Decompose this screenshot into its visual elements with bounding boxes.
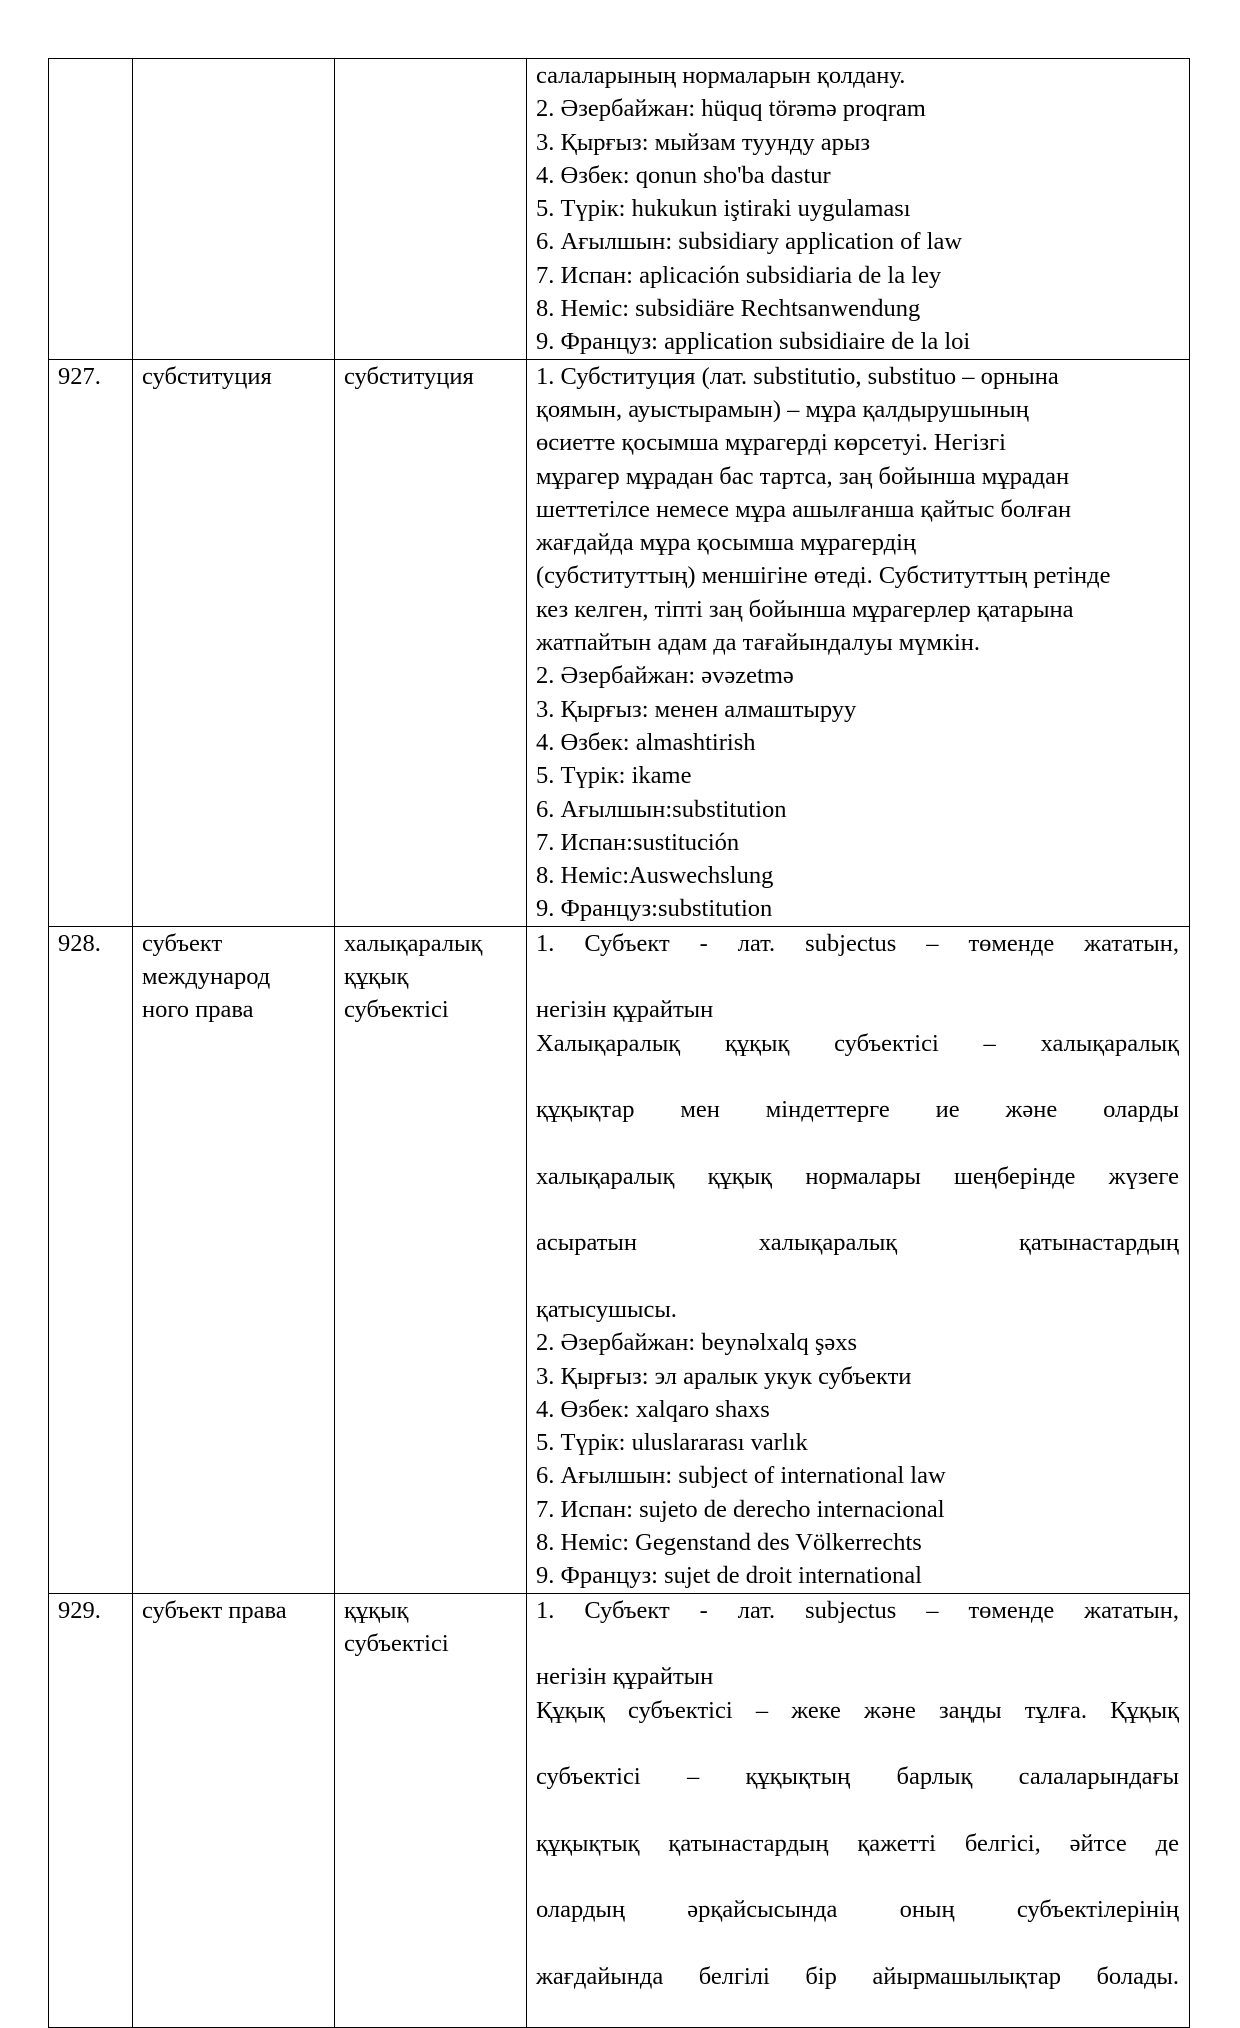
russian-term-line: субституция <box>142 362 272 390</box>
definition-line: 5. Түрік: hukukun iştiraki uygulaması <box>536 195 911 223</box>
russian-term-cell <box>133 359 335 926</box>
definition-line: халықаралық құқық нормалары шеңберінде жүзеге <box>536 1162 1179 1190</box>
russian-term-line: ного права <box>142 996 254 1024</box>
russian-term-line: международ <box>142 963 271 991</box>
definition-line: 6. Ағылшын:substitution <box>536 795 787 823</box>
entry-number-cell <box>49 59 133 360</box>
dictionary-table <box>48 58 1190 2028</box>
kazakh-term-line: субституция <box>344 362 474 390</box>
kazakh-term-line: халықаралық <box>344 929 483 957</box>
definition-line: асыратын халықаралық қатынастардың <box>536 1229 1179 1257</box>
definition-line: 3. Қырғыз: менен алмаштыруу <box>536 695 857 723</box>
kazakh-term-cell <box>335 359 527 926</box>
kazakh-term-line: субъектісі <box>344 1629 449 1657</box>
definition-line: 1. Субъект - лат. subjectus – төменде жататын, <box>536 929 1179 957</box>
entry-row <box>49 1593 1190 2027</box>
russian-term-line: субъект права <box>142 1596 287 1624</box>
definition-line: кез келген, тіпті заң бойынша мұрагерлер қатарына <box>536 595 1074 623</box>
definition-line: қоямын, ауыстырамын) – мұра қалдырушының <box>536 395 1029 423</box>
definition-cell <box>527 59 1190 360</box>
definition-line: 7. Испан: aplicación subsidiaria de la ley <box>536 261 942 289</box>
definition-line: салаларының нормаларын қолдану. <box>536 62 906 89</box>
entry-row <box>49 359 1190 926</box>
definition-line: құқықтар мен міндеттерге ие және оларды <box>536 1096 1179 1124</box>
entry-row <box>49 926 1190 1593</box>
dictionary-body <box>49 59 1190 2028</box>
entry-row <box>49 59 1190 360</box>
definition-line: 8. Неміс: subsidiäre Rechtsanwendung <box>536 295 921 323</box>
russian-term-cell <box>133 926 335 1593</box>
definition-line: құқықтық қатынастардың қажетті белгісі, әйтсе де <box>536 1829 1179 1857</box>
definition-line: негізін құрайтын <box>536 1663 714 1691</box>
definition-line: 2. Әзербайжан: hüquq törəmə proqram <box>536 95 926 123</box>
kazakh-term-cell <box>335 59 527 360</box>
definition-line: 2. Әзербайжан: əvəzetmə <box>536 662 794 690</box>
entry-number-cell <box>49 1593 133 2027</box>
kazakh-term-line: субъектісі <box>344 996 449 1024</box>
definition-line: өсиетте қосымша мұрагерді көрсетуі. Негізгі <box>536 429 1006 457</box>
russian-term-cell <box>133 1593 335 2027</box>
russian-term-line: субъект <box>142 929 223 957</box>
definition-cell <box>527 926 1190 1593</box>
definition-line: 5. Түрік: uluslararası varlık <box>536 1429 808 1457</box>
entry-number-cell <box>49 926 133 1593</box>
entry-number: 927. <box>58 362 101 390</box>
kazakh-term-line: құқық <box>344 963 409 991</box>
definition-line: қатысушысы. <box>536 1295 677 1323</box>
definition-line: 1. Субституция (лат. substitutio, substituo – орнына <box>536 362 1059 390</box>
definition-line: субъектісі – құқықтың барлық салаларындағы <box>536 1763 1179 1791</box>
definition-line: 4. Өзбек: xalqaro shaxs <box>536 1395 770 1423</box>
definition-line: 7. Испан:sustitución <box>536 828 740 856</box>
kazakh-term-line: құқық <box>344 1596 409 1624</box>
definition-cell <box>527 359 1190 926</box>
definition-line: жағдайда мұра қосымша мұрагердің <box>536 529 917 557</box>
definition-line: 8. Неміс:Auswechslung <box>536 862 774 890</box>
definition-line: 6. Ағылшын: subject of international law <box>536 1462 946 1490</box>
definition-line: (субституттың) меншігіне өтеді. Субституттың ретінде <box>536 562 1111 590</box>
definition-line: 9. Француз: sujet de droit international <box>536 1562 922 1590</box>
definition-line: 6. Ағылшын: subsidiary application of law <box>536 228 963 256</box>
definition-line: шеттетілсе немесе мұра ашылғанша қайтыс болған <box>536 495 1072 523</box>
definition-line: 4. Өзбек: qonun sho'ba dastur <box>536 161 831 189</box>
definition-line: мұрагер мұрадан бас тартса, заң бойынша мұрадан <box>536 462 1070 490</box>
definition-line: Халықаралық құқық субъектісі – халықаралық <box>536 1029 1179 1057</box>
entry-number: 929. <box>58 1596 101 1624</box>
kazakh-term-cell <box>335 926 527 1593</box>
definition-cell <box>527 1593 1190 2027</box>
definition-line: олардың әрқайсысында оның субъектілерінің <box>536 1896 1179 1924</box>
definition-line: 5. Түрік: ikame <box>536 762 692 790</box>
definition-line: 3. Қырғыз: мыйзам туунду арыз <box>536 128 871 156</box>
definition-line: 7. Испан: sujeto de derecho internacional <box>536 1495 945 1523</box>
definition-line: Құқық субъектісі – жеке және заңды тұлға. Құқық <box>536 1696 1179 1724</box>
definition-line: 3. Қырғыз: эл аралык укук субъекти <box>536 1362 912 1390</box>
definition-line: негізін құрайтын <box>536 996 714 1024</box>
definition-line: 1. Субъект - лат. subjectus – төменде жататын, <box>536 1596 1179 1624</box>
entry-number: 928. <box>58 929 101 957</box>
definition-line: 9. Француз: application subsidiaire de la loi <box>536 328 971 356</box>
kazakh-term-cell <box>335 1593 527 2027</box>
definition-line: жатпайтын адам да тағайындалуы мүмкін. <box>536 629 980 657</box>
definition-line: 4. Өзбек: almashtirish <box>536 728 756 756</box>
definition-line: 2. Әзербайжан: beynəlxalq şəxs <box>536 1329 858 1357</box>
russian-term-cell <box>133 59 335 360</box>
definition-line: 8. Неміс: Gegenstand des Völkerrechts <box>536 1529 922 1557</box>
entry-number-cell <box>49 359 133 926</box>
definition-line: 9. Француз:substitution <box>536 895 773 923</box>
definition-line: жағдайында белгілі бір айырмашылықтар болады. <box>536 1962 1179 1990</box>
